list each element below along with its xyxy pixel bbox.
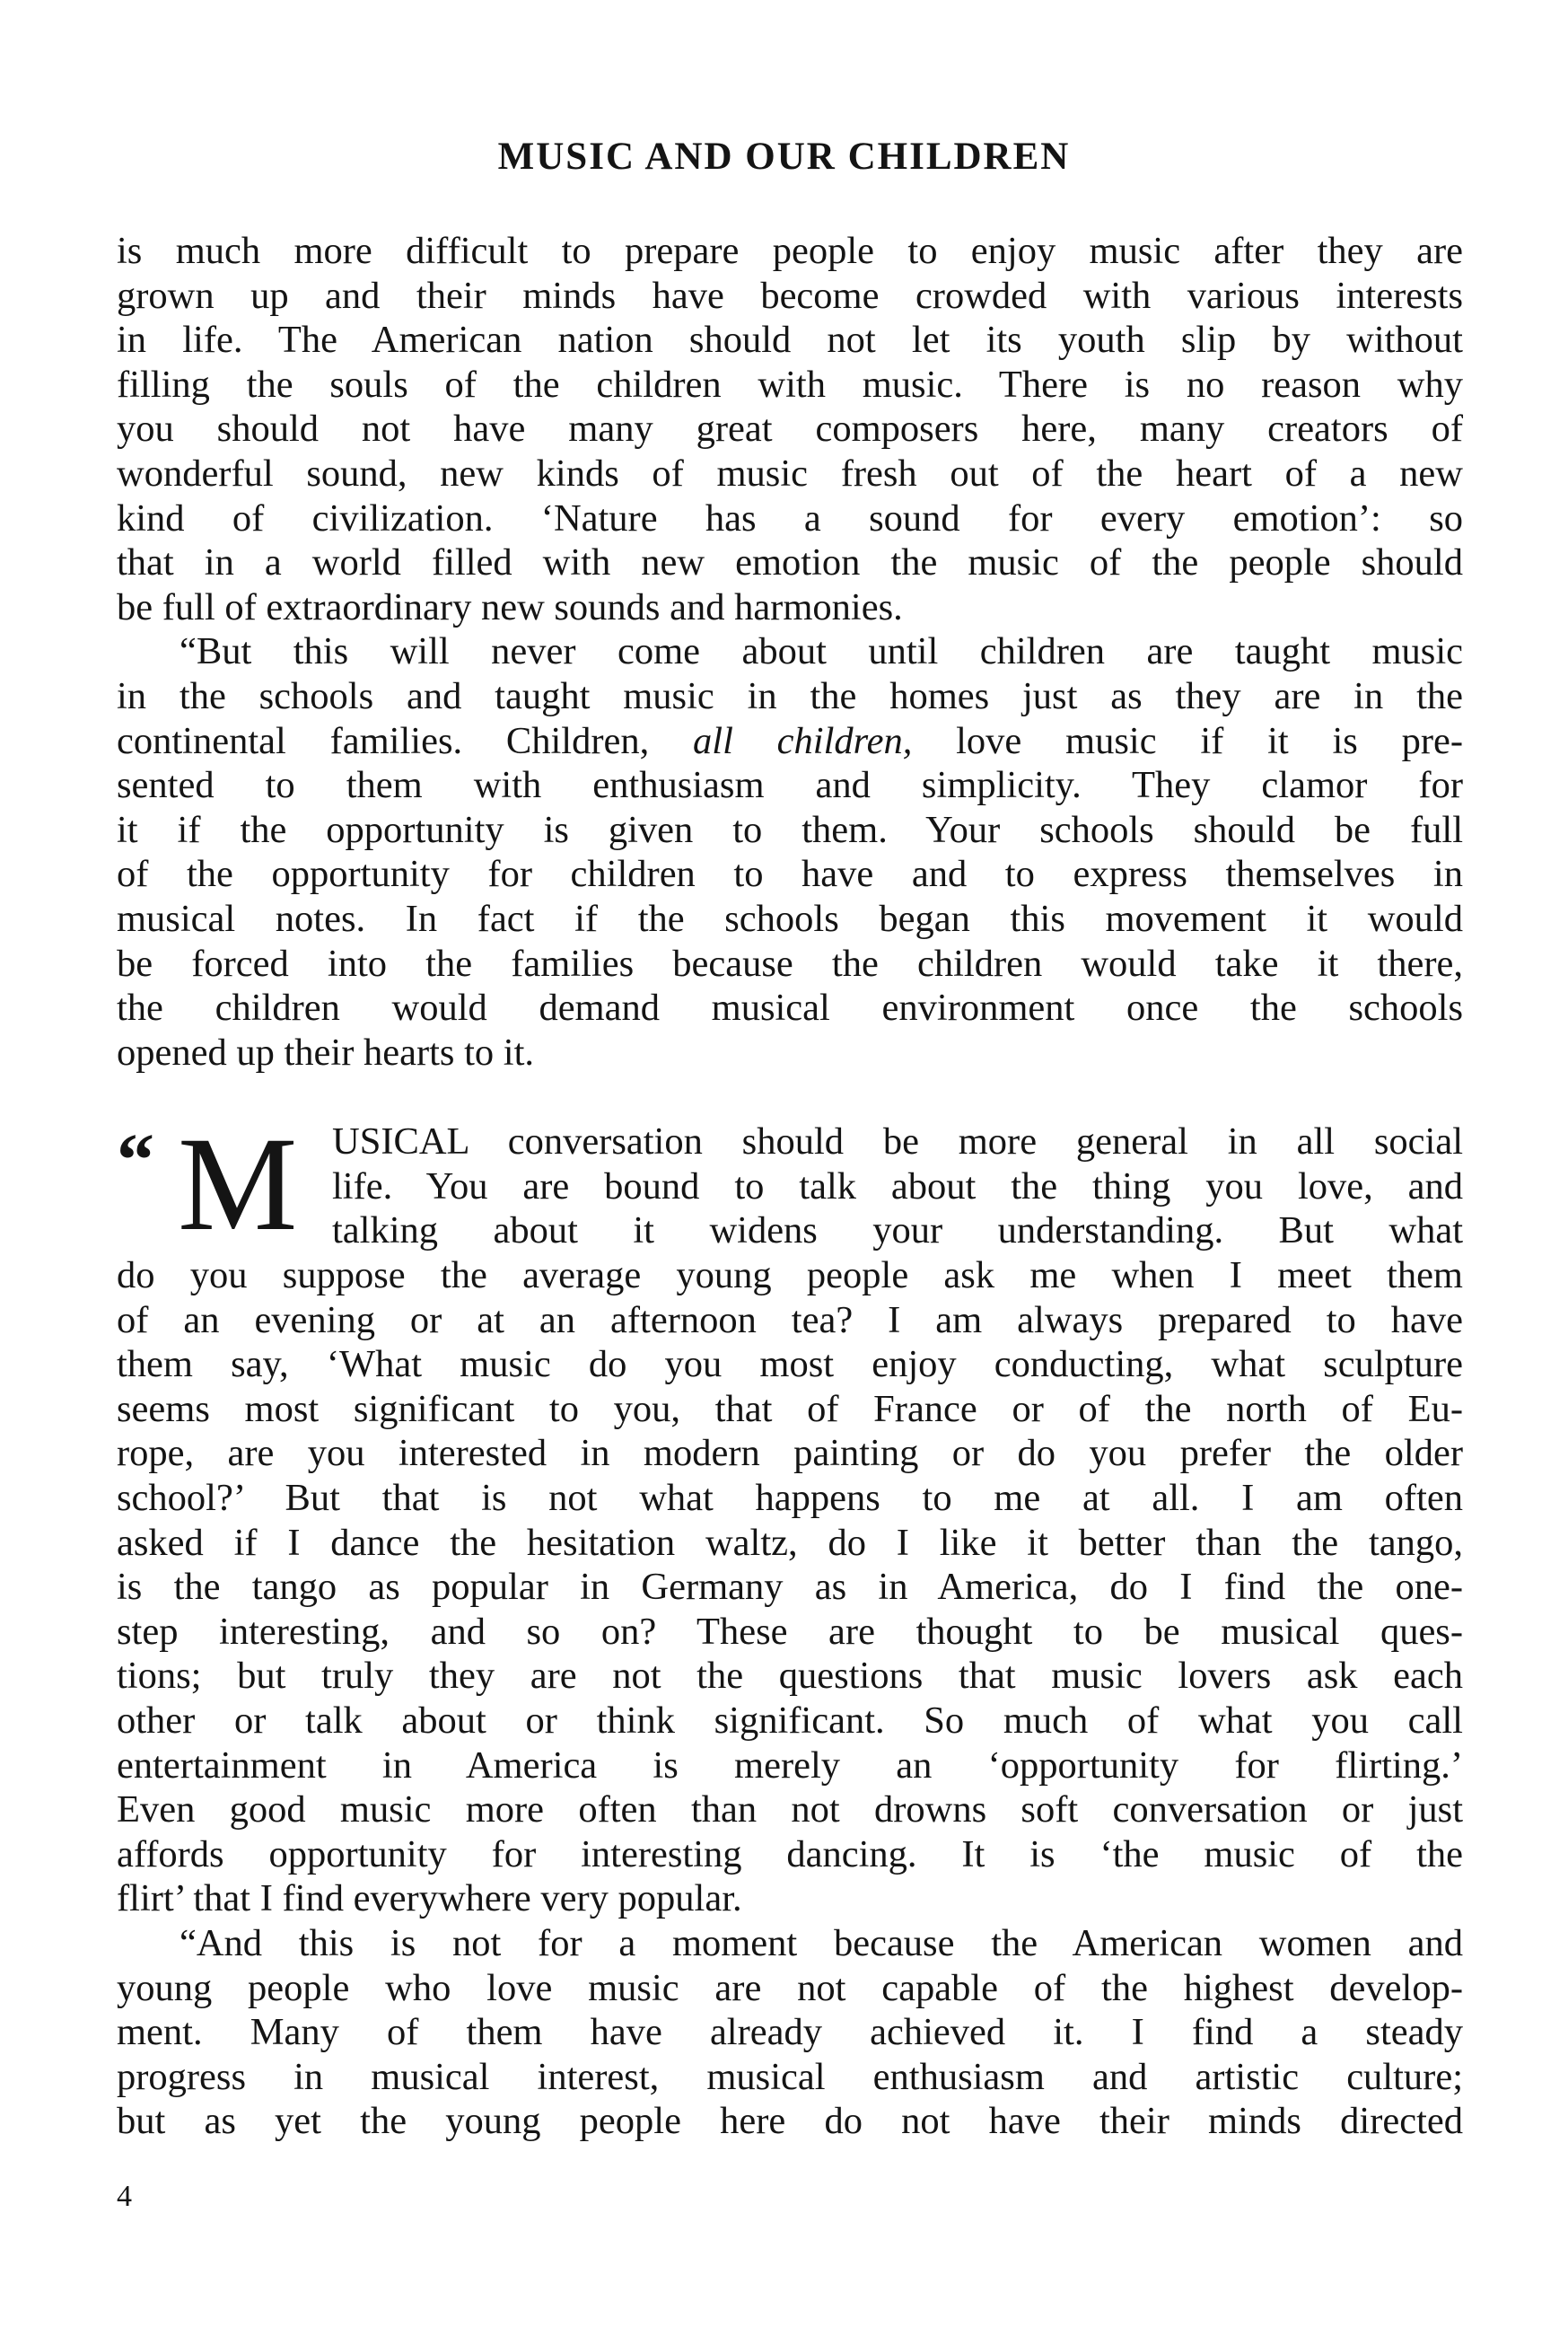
text-line: flirt’ that I find everywhere very popular. <box>117 1877 742 1920</box>
text-line: musical notes. In fact if the schools began this movement it would <box>117 897 1463 940</box>
text-line: USICAL conversation should be more general in all social <box>332 1120 1463 1164</box>
text-line: other or talk about or think significant. So much of what you call <box>117 1699 1463 1742</box>
text-run: continental families. Children, <box>117 719 694 762</box>
text-run: love music if it is pre- <box>912 719 1463 762</box>
text-line: step interesting, and so on? These are thought to be musical ques- <box>117 1610 1463 1653</box>
page-number: 4 <box>117 2180 132 2213</box>
paragraph <box>117 1921 1463 2144</box>
text-line: you should not have many great composers here, many creators of <box>117 408 1463 451</box>
text-line: rope, are you interested in modern painting or do you prefer the older <box>117 1432 1463 1475</box>
text-line: kind of civilization. ‘Nature has a sound for every emotion’: so <box>117 496 1463 540</box>
text-line: young people who love music are not capable of the highest develop- <box>117 1966 1463 2009</box>
text-line: talking about it widens your understanding. But what <box>332 1209 1463 1252</box>
text-line: in life. The American nation should not let its youth slip by without <box>117 319 1463 362</box>
paragraph <box>117 629 1463 1075</box>
text-line: “But this will never come about until children are taught music <box>180 630 1463 673</box>
text-line: seems most significant to you, that of France or of the north of Eu- <box>117 1387 1463 1430</box>
text-line: Even good music more often than not drowns soft conversation or just <box>117 1788 1463 1831</box>
paragraph-continuation <box>117 229 1463 629</box>
text-line: sented to them with enthusiasm and simplicity. They clamor for <box>117 764 1463 807</box>
text-line: life. You are bound to talk about the thing you love, and <box>332 1164 1463 1208</box>
section-gap <box>117 1075 1463 1120</box>
dropcap-quote-mark: “ <box>117 1119 154 1203</box>
text-line: affords opportunity for interesting dancing. It is ‘the music of the <box>117 1832 1463 1875</box>
text-line: ment. Many of them have already achieved it. I find a steady <box>117 2011 1463 2054</box>
text-line: wonderful sound, new kinds of music fresh out of the heart of a new <box>117 452 1463 495</box>
text-line: in the schools and taught music in the homes just as they are in the <box>117 674 1463 717</box>
running-head: MUSIC AND OUR CHILDREN <box>497 136 1071 178</box>
text-line: school?’ But that is not what happens to me at all. I am often <box>117 1477 1463 1520</box>
text-line: is much more difficult to prepare people to enjoy music after they are <box>117 230 1463 272</box>
text-line: “And this is not for a moment because the American women and <box>180 1921 1463 1964</box>
text-line: of the opportunity for children to have and to express themselves in <box>117 853 1463 896</box>
text-line: it if the opportunity is given to them. Your schools should be full <box>117 808 1463 851</box>
body-text <box>117 229 1463 2144</box>
text-line: entertainment in America is merely an ‘opportunity for flirting.’ <box>117 1743 1463 1787</box>
dropcap-letter: M <box>178 1110 298 1260</box>
italic-emphasis: all children, <box>693 719 913 762</box>
text-line: be full of extraordinary new sounds and harmonies. <box>117 585 903 628</box>
text-line-with-italic <box>117 719 1463 764</box>
text-line: progress in musical interest, musical enthusiasm and artistic culture; <box>117 2055 1463 2098</box>
text-line: that in a world filled with new emotion the music of the people should <box>117 541 1463 584</box>
text-line: them say, ‘What music do you most enjoy conducting, what sculpture <box>117 1343 1463 1386</box>
text-line: opened up their hearts to it. <box>117 1031 535 1074</box>
text-line: be forced into the families because the children would take it there, <box>117 942 1463 985</box>
paragraph-with-dropcap <box>117 1110 1463 1921</box>
text-line: of an evening or at an afternoon tea? I am always prepared to have <box>117 1298 1463 1341</box>
text-line: grown up and their minds have become crowded with various interests <box>117 274 1463 317</box>
text-line: the children would demand musical environment once the schools <box>117 987 1463 1030</box>
text-line: but as yet the young people here do not have their minds directed <box>117 2100 1463 2143</box>
text-line: asked if I dance the hesitation waltz, do I like it better than the tango, <box>117 1521 1463 1564</box>
text-line: filling the souls of the children with music. There is no reason why <box>117 363 1463 406</box>
text-line: is the tango as popular in Germany as in America, do I find the one- <box>117 1566 1463 1609</box>
text-line: tions; but truly they are not the questions that music lovers ask each <box>117 1655 1463 1698</box>
text-line: do you suppose the average young people ask me when I meet them <box>117 1254 1463 1297</box>
